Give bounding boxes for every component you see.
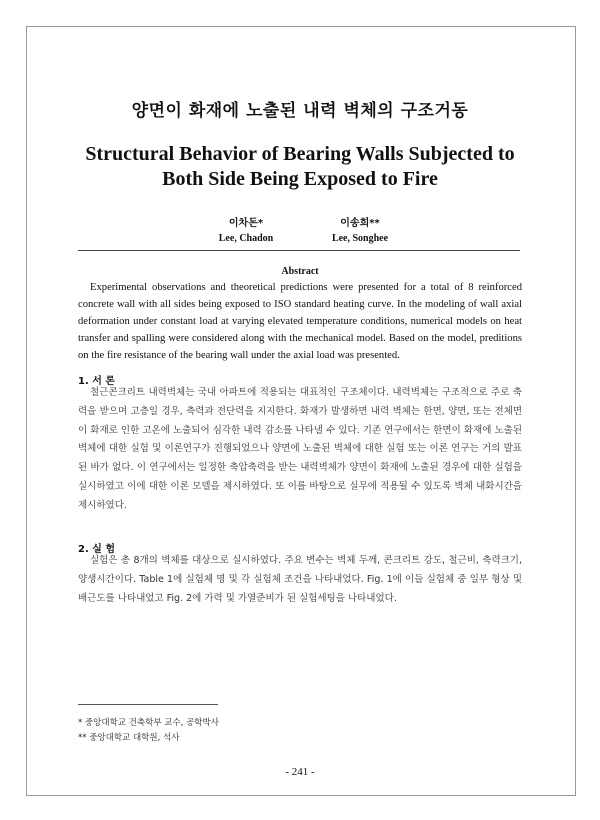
abstract-text: Experimental observations and theoretical predictions were presented for a total of 8 reinforced concrete wall with all sides being exposed to ISO standard heating curve. In the modeling of wall axial deformation under constant load at varying elevated temperature conditions, numerical models on heat transfer and spalling were considered along with the mechanical model. Based on the model, preditions on the fire resistance of the bearing wall under the axial load was presented. [78,282,522,361]
author-2-english-name: Lee, Songhee [331,233,389,244]
section-1-text: 철근콘크리트 내력벽체는 국내 아파트에 적용되는 대표적인 구조체이다. 내력벽체는 구조적으로 주로 축력을 받으며 고층일 경우, 축력과 전단력을 지지한다. 화재가 발생하면 내력 벽체는 한면, 양면, 또는 전체면이 화재로 인한 고온에 노출되어 심각한 내력 감소를 나타낼 수 있다. 기존 연구에서는 한면이 화재에 노출된 벽체에 대한 실험 및 이론연구가 진행되었으나 양면에 노출된 벽체에 대한 실험 또는 이론 연구는 거의 발표된 바가 없다. 이 연구에서는 일정한 축압축력을 받는 내력벽체가 양면이 화재에 노출된 경우에 대한 실험을 실시하였고 이에 대한 이론 모델을 제시하였다. 또 이를 바탕으로 실무에 적용될 수 있도록 벽체 내화시간을 제시하였다. [78,387,522,511]
header-divider [78,250,520,251]
english-title-line-2: Both Side Being Exposed to Fire [162,168,438,190]
section-2-heading: 2. 실 험 [78,544,116,555]
author-1 [186,214,306,244]
page-number: - 241 - [285,766,315,778]
section-2-text: 실험은 총 8개의 벽체를 대상으로 실시하였다. 주요 변수는 벽체 두께, 콘크리트 강도, 철근비, 축력크기, 양생시간이다. Table 1에 실험체 명 및 각 실험체 조건을 나타내었다. Fig. 1에 이들 실험체 중 일부 형상 및 배근도를 나타내었고 Fig. 2에 가력 및 가열준비가 된 실험세팅을 나타내었다. [78,555,522,604]
author-1-korean-name: 이차돈* [228,218,264,229]
section-1-heading: 1. 서 론 [78,376,116,387]
korean-title: 양면이 화재에 노출된 내력 벽체의 구조거동 [131,101,469,121]
footnote-1: * 중앙대학교 건축학부 교수, 공학박사 [78,718,219,728]
author-1-english-name: Lee, Chadon [218,233,274,244]
abstract-heading: Abstract [281,266,319,277]
footnote-divider [78,704,218,705]
author-2-korean-name: 이송희** [340,218,380,229]
footnote-2: ** 중앙대학교 대학원, 석사 [78,733,180,743]
author-2 [300,214,420,244]
english-title-line-1: Structural Behavior of Bearing Walls Subjected to [85,143,515,165]
